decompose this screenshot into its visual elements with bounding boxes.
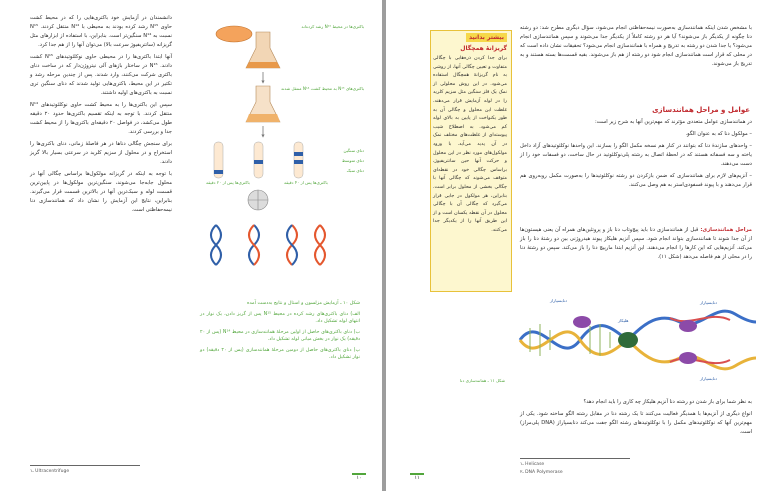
body-paragraph: به نظر شما برای باز شدن دو رشته دنا آنزیم هلیکاز چه کاری را باید انجام دهد؟	[583, 399, 752, 405]
section-title: عوامل و مراحل همانندسازی	[652, 106, 750, 114]
figure-label: باکتری‌ها پس از ۴۰ دقیقه	[284, 180, 328, 185]
footnote-rule	[30, 465, 140, 466]
dna-helix-icons	[211, 225, 325, 265]
body-paragraph: – واحدهای سازندهٔ دنا که بتوانند در کنار هم نسخه مکمل الگو را بسازند. این واحدها نوکلئوتیدهای آزاد داخل یاخته و سه فسفاته هستند که در لحظهٔ اتصال به رشته پلی‌نوکلئوتید در حال ساخت، دو فسفات خود را از دست می‌دهند.	[520, 143, 752, 167]
figure-label: باکتری‌ها در محیط N¹⁵ رشد کرده‌اند	[301, 24, 364, 29]
footnote: ۱ـ Helicase	[520, 462, 545, 467]
page-number: ۱۰	[352, 473, 366, 485]
body-paragraph: – مولکول دنا که به عنوان الگو.	[685, 131, 752, 137]
footnote-rule	[520, 458, 630, 459]
footnote: ۱ـ Ultracentrifuge	[30, 469, 70, 474]
stages-block	[520, 226, 752, 265]
figure-label: باکتری‌ها پس از ۲۰ دقیقه	[206, 180, 250, 185]
polymerase-enzyme-icon	[679, 352, 697, 364]
diagram-label: دنابسپاراز	[700, 376, 717, 381]
diagram-caption: شکل ۱۱ ـ همانندسازی دنا	[460, 378, 505, 383]
body-paragraph: آنها ابتدا باکتری‌ها را در محیطی حاوی نوکلئوتیدهای N¹⁵ کشت دادند. N¹⁵ در ساختار بازهای آلی نیتروژن‌دار که در ساخت دنای باکتری شرکت می‌کنند، وارد شدند. پس از چندین مرحله رشد و تکثیر در این محیط، باکتری‌هایی تولید شدند که دنای سنگین تری نسبت به باکتری‌های اولیه داشتند.	[30, 54, 172, 96]
intro-block	[520, 24, 752, 72]
meselson-stahl-figure	[196, 20, 366, 280]
closing-block	[520, 398, 752, 440]
figure-label: دنای سبک	[346, 168, 364, 173]
caption-line: ب) دنای باکتری‌های حاصل از اولین مرحلهٔ همانندسازی در محیط N¹⁴ (پس از ۲۰ دقیقه) یک نوار در بخش میانی لوله تشکیل داد.	[200, 329, 360, 342]
diagram-label: هلیکاز	[618, 318, 629, 323]
caption-line: الف) دنای باکتری‌های رشد کرده در محیط N¹⁵ پس از گریز دادن، یک نوار در انتهای لوله تشکیل داد.	[200, 311, 360, 324]
polymerase-enzyme-icon	[573, 316, 591, 328]
sidebar-heading: بیشتر بدانید	[466, 33, 507, 42]
polymerase-enzyme-icon	[679, 320, 697, 332]
page-number: ۱۱	[410, 473, 424, 485]
left-body-column	[30, 14, 172, 218]
body-paragraph: دانشمندان در آزمایش خود باکتری‌هایی را که در محیط کشت حاوی N¹⁵ رشد کرده بودند به محیطی با N¹⁴ منتقل کردند. N¹⁵ نسبت به N¹⁴ سنگین‌تر است. بنابراین، با استفاده از ابزارهای مثل گریزانه (سانتریفیوژ سرعت بالا) می‌توان آنها را از هم جدا کرد.	[30, 15, 172, 48]
sidebar-box	[430, 30, 512, 292]
figure-caption	[200, 300, 360, 365]
caption-title: شکل ۱۰ ـ آزمایش مزلسون و استال و نتایج به‌دست آمده	[247, 301, 360, 306]
body-paragraph: در همانندسازی عوامل متعددی مؤثرند که مهم‌ترین آنها به شرح زیر است:	[595, 119, 752, 125]
sidebar-text: برای جدا کردن ذره‌هایی با چگالی متفاوت و تعیین چگالی آنها، از روشی به نام گریزانهٔ همچگال استفاده می‌شود. در این روش محلولی از نمک یک فلز سنگین مثل سزیم کلرید را در لوله آزمایش قرار می‌دهند. غلظت این محلول و چگالی آن به طور یکنواخت از پایین به بالای لوله کم می‌شود. به اصطلاح شیب پیوسته‌ای از غلظت‌های مختلف نمک در آن پدید می‌آید. با ورود مولکول‌های مورد نظر در این محلول و حرکت آنها حین سانتریفیوژ، براساس چگالی خود در نقطه‌ای متوقف می‌شوند که چگالی آنها با چگالی بخشی از محلول برابر است. بنابراین، هر مولکول در جایی قرار می‌گیرد که چگالی آن با چگالی محلول در آن نقطه یکسان است و از این طریق آنها را از یکدیگر جدا می‌کنند.	[433, 56, 507, 233]
centrifuge-tubes	[214, 142, 303, 178]
diagram-label: دنابسپاراز	[700, 300, 717, 305]
figure-label: باکتری‌های N¹⁵ به محیط کشت N¹⁴ منتقل شدند	[281, 86, 364, 91]
body-paragraph: با توجه به اینکه در گریزانه مولکول‌ها براساس چگالی آنها در محلول جابه‌جا می‌شوند، سنگین‌ترین مولکول‌ها در پایین‌ترین قسمت لوله و سبک‌ترین آنها در بالاترین قسمت قرار می‌گیرند. بنابراین، نتایج این آزمایش را نشان داد که همانندسازی دنا نیمه‌حفاظتی است.	[30, 171, 172, 213]
dna-replication-illustration	[510, 292, 760, 388]
body-paragraph: – آنزیم‌های لازم برای همانندسازی که ضمن بازکردن دو رشته نوکلئوتیدها را به‌صورت مکمل روبه‌روی هم قرار می‌دهند و با پیوند فسفودی‌استر به هم وصل می‌کنند.	[520, 173, 752, 188]
body-paragraph: برای سنجش چگالی دناها در هر فاصلهٔ زمانی، دنای باکتری‌ها را استخراج و در محلول از سزیم کلرید در سرعتی بسیار بالا گریز دادند.	[30, 141, 172, 165]
figure-label: دنای سنگین	[343, 148, 364, 153]
body-paragraph: سپس این باکتری‌ها را به محیط کشت حاوی نوکلئوتیدهای N¹⁴ منتقل کردند. با توجه به اینکه تقسیم باکتری‌ها حدود ۲۰ دقیقه طول می‌کشد، در فواصل ۲۰ دقیقه‌ای باکتری‌ها را از محیط کشت جدا و بررسی کردند.	[30, 102, 172, 135]
helicase-enzyme-icon	[618, 332, 638, 348]
dna-replication-diagram	[510, 292, 760, 388]
body-paragraph: انواع دیگری از آنزیم‌ها با همدیگر فعالیت می‌کنند تا یک رشته دنا در مقابل رشته الگو ساخته شود. یکی از مهم‌ترین آنها که نوکلئوتیدهای مکمل را با نوکلئوتیدهای رشته الگو جفت می‌کند دنابسپاراز (DNA پلی‌مراز) است.	[520, 411, 752, 435]
figure-illustration	[196, 20, 366, 280]
body-paragraph: با مشخص شدن اینکه همانندسازی به‌صورت نیمه‌حفاظتی انجام می‌شود، سؤال دیگری مطرح شد: دو رشته دنا چگونه از یکدیگر باز می‌شوند؟ آیا هر دو رشته کاملاً از یکدیگر جدا می‌شوند و سپس همانندسازی انجام می‌شود؟ یا جدا شدن دو رشته به تدریج و همراه با همانندسازی انجام می‌شود؟ تحقیقات نشان داده است که در محلی که قرار است همانندسازی انجام شود دو رشته از هم باز می‌شوند. بقیه قسمت‌ها بسته هستند و به تدریج باز می‌شوند.	[520, 25, 752, 67]
figure-label: دنای متوسط	[341, 158, 364, 163]
footnote: ۲ـ DNA Polymerase	[520, 470, 563, 475]
stages-label: مراحل همانندسازی:	[700, 227, 753, 233]
bacteria-culture-icon	[216, 26, 252, 42]
diagram-label: دنابسپاراز	[550, 298, 567, 303]
sidebar-subheading: گریزانهٔ همچگال	[460, 45, 507, 52]
left-page	[0, 0, 382, 491]
stages-text: قبل از همانندسازی دنا باید پیچ‌وتاب دنا باز و پروتئین‌های همراه آن یعنی هیستون‌ها از آن جدا شوند تا همانندسازی بتواند انجام شود. سپس آنزیم هلیکاز پیوند هیدروژنی بین دو رشتهٔ دنا را باز می‌کند. آنزیم‌هایی که این کارها را انجام می‌دهند. این آنزیم ابتدا مارپیچ دنا را باز می‌کند. سپس دو رشتهٔ دنا را در محلی از هم فاصله می‌دهد (شکل ۱۱).	[520, 227, 752, 260]
caption-line: پ) دنای باکتری‌های حاصل از دومین مرحلهٔ همانندسازی (پس از ۴۰ دقیقه) دو نوار تشکیل داد.	[200, 347, 360, 360]
factors-block	[520, 118, 752, 193]
